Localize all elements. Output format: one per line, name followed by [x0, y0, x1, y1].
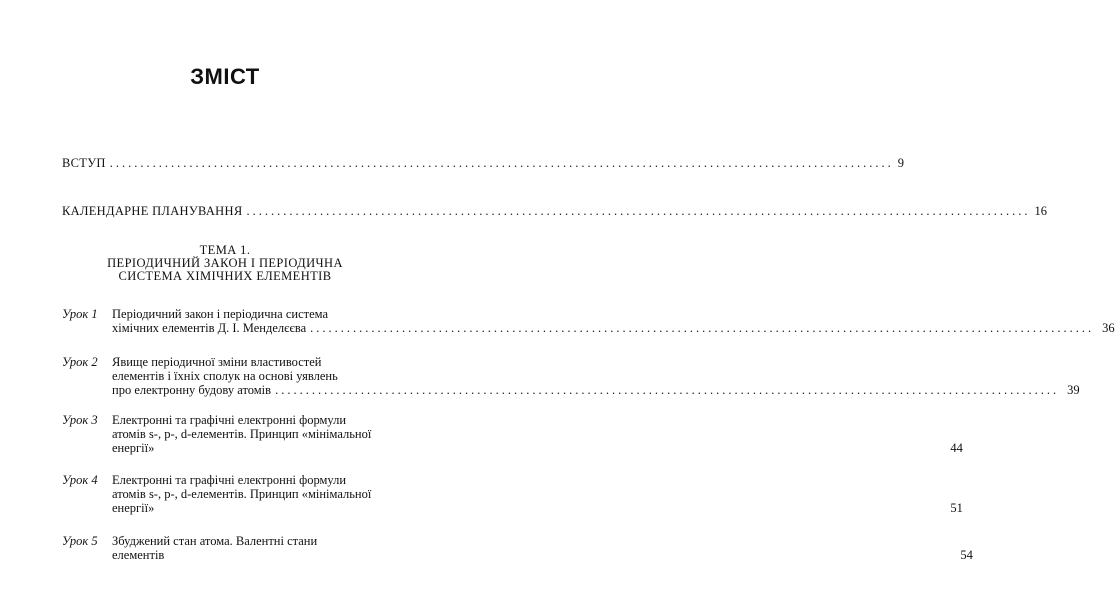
- lesson-title-line: Електронні та графічні електронні формули: [112, 473, 347, 487]
- lesson-title: [112, 355, 1080, 397]
- lesson-title-last-line: [112, 383, 1080, 397]
- theme-title-line: ПЕРІОДИЧНИЙ ЗАКОН І ПЕРІОДИЧНА: [107, 256, 343, 270]
- page-number: 39: [1067, 383, 1080, 397]
- lesson-title-line: Явище періодичної зміни властивостей: [112, 355, 322, 369]
- dot-leader: ................................................................................................................................: [246, 204, 1031, 218]
- lesson-title-line: атомів s-, p-, d-елементів. Принцип «мінімальної: [112, 427, 372, 441]
- page-number: 9: [897, 156, 904, 170]
- lesson-title-last-line: [112, 501, 963, 515]
- lesson-label: Урок 2: [62, 355, 98, 369]
- lesson-title-line: Електронні та графічні електронні формули: [112, 413, 347, 427]
- toc-entry-label: КАЛЕНДАРНЕ ПЛАНУВАННЯ: [62, 204, 243, 218]
- page-number: 54: [960, 548, 973, 562]
- lesson-title-line: атомів s-, p-, d-елементів. Принцип «мінімальної: [112, 487, 372, 501]
- page-number: 51: [950, 501, 963, 515]
- lesson-title: [112, 473, 963, 515]
- lesson-label: Урок 1: [62, 307, 98, 321]
- page-number: 16: [1034, 204, 1047, 218]
- page-number: 36: [1102, 321, 1115, 335]
- dot-leader: ................................................................................................................................: [109, 156, 894, 170]
- lesson-label: Урок 3: [62, 413, 98, 427]
- lesson-title-line: енергії»: [112, 441, 155, 455]
- lesson-title-line: елементів і їхніх сполук на основі уявлень: [112, 369, 338, 383]
- lesson-title-last-line: [112, 321, 1115, 335]
- lesson-title-line: про електронну будову атомів: [112, 383, 272, 397]
- lesson-title: [112, 307, 1115, 335]
- page-title: ЗМІСТ: [190, 64, 260, 89]
- lesson-title-last-line: [112, 548, 973, 562]
- lesson-title-last-line: [112, 441, 963, 455]
- lesson-label: Урок 5: [62, 534, 98, 548]
- lesson-title-line: елементів: [112, 548, 165, 562]
- lesson-title: [112, 534, 973, 562]
- page-number: 44: [950, 441, 963, 455]
- lesson-title-line: енергії»: [112, 501, 155, 515]
- toc-entry-label: ВСТУП: [62, 156, 106, 170]
- theme-heading: [0, 244, 450, 283]
- lesson-label: Урок 4: [62, 473, 98, 487]
- toc-entry-introduction[interactable]: [62, 156, 904, 171]
- lesson-title: [112, 413, 963, 455]
- lesson-title-line: Збуджений стан атома. Валентні стани: [112, 534, 318, 548]
- toc-entry-calendar-planning[interactable]: [62, 204, 1047, 219]
- theme-number: ТЕМА 1.: [199, 243, 251, 257]
- dot-leader: ................................................................................................................................: [275, 383, 1060, 397]
- theme-title-line: СИСТЕМА ХІМІЧНИХ ЕЛЕМЕНТІВ: [118, 269, 332, 283]
- dot-leader: ................................................................................................................................: [310, 321, 1095, 335]
- lesson-title-line: хімічних елементів Д. І. Менделєєва: [112, 321, 307, 335]
- lesson-title-line: Періодичний закон і періодична система: [112, 307, 329, 321]
